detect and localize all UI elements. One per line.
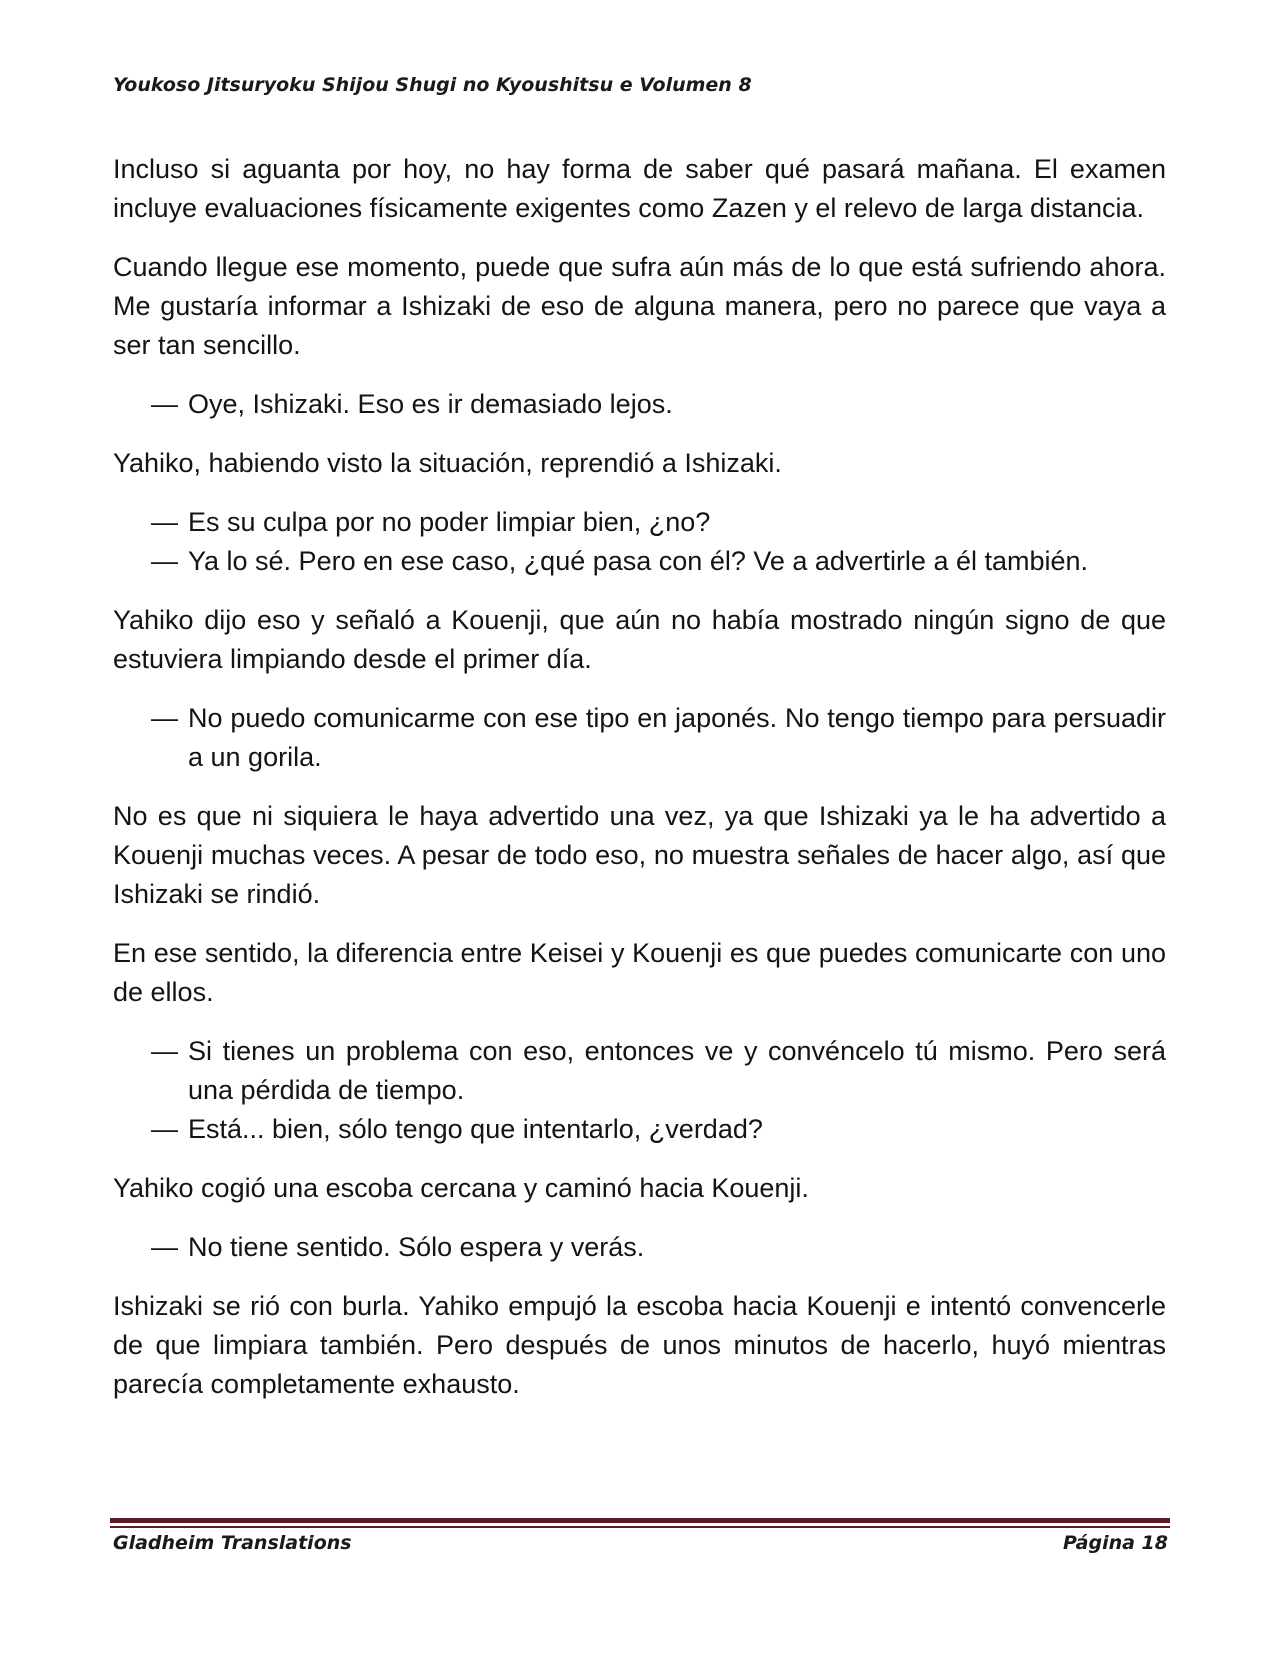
paragraph: Yahiko dijo eso y señaló a Kouenji, que aún no había mostrado ningún signo de que estuviera limpiando desde el primer día.	[113, 605, 1166, 674]
paragraph: Yahiko, habiendo visto la situación, reprendió a Ishizaki.	[113, 448, 782, 478]
paragraph: En ese sentido, la diferencia entre Keisei y Kouenji es que puedes comunicarte con uno de ellos.	[113, 938, 1166, 1007]
footer-page-number: Página 18	[1062, 1532, 1168, 1554]
dialogue-line	[113, 1110, 1166, 1149]
dialogue-line	[113, 1032, 1166, 1110]
dialogue-dash: —	[151, 507, 178, 537]
dialogue-line	[113, 503, 1166, 542]
dialogue-text: Si tienes un problema con eso, entonces ve y convéncelo tú mismo. Pero será una pérdida de tiempo.	[188, 1036, 1166, 1105]
paragraph: Ishizaki se rió con burla. Yahiko empujó la escoba hacia Kouenji e intentó convencerle de que limpiara también. Pero después de unos minutos de hacerlo, huyó mientras parecía completamente exhausto.	[113, 1291, 1166, 1399]
dialogue-line	[113, 385, 1166, 424]
dialogue-text: Ya lo sé. Pero en ese caso, ¿qué pasa con él? Ve a advertirle a él también.	[188, 546, 1089, 576]
paragraph: Cuando llegue ese momento, puede que sufra aún más de lo que está sufriendo ahora. Me gustaría informar a Ishizaki de eso de alguna manera, pero no parece que vaya a ser tan sencillo.	[113, 252, 1166, 360]
dialogue-block	[113, 1032, 1166, 1149]
dialogue-dash: —	[151, 546, 178, 576]
dialogue-line	[113, 699, 1166, 777]
dialogue-block	[113, 1228, 1166, 1267]
dialogue-dash: —	[151, 703, 178, 733]
page-body	[113, 150, 1166, 1424]
paragraph: No es que ni siquiera le haya advertido una vez, ya que Ishizaki ya le ha advertido a Kouenji muchas veces. A pesar de todo eso, no muestra señales de hacer algo, así que Ishizaki se rindió.	[113, 801, 1166, 909]
dialogue-line	[113, 542, 1166, 581]
dialogue-dash: —	[151, 1036, 178, 1066]
dialogue-block	[113, 385, 1166, 424]
dialogue-text: No puedo comunicarme con ese tipo en japonés. No tengo tiempo para persuadir a un gorila.	[188, 703, 1166, 772]
paragraph: Yahiko cogió una escoba cercana y caminó hacia Kouenji.	[113, 1173, 809, 1203]
dialogue-text: Está... bien, sólo tengo que intentarlo, ¿verdad?	[188, 1114, 763, 1144]
paragraph: Incluso si aguanta por hoy, no hay forma de saber qué pasará mañana. El examen incluye evaluaciones físicamente exigentes como Zazen y el relevo de larga distancia.	[113, 154, 1166, 223]
dialogue-text: Es su culpa por no poder limpiar bien, ¿no?	[188, 507, 711, 537]
dialogue-text: No tiene sentido. Sólo espera y verás.	[188, 1232, 645, 1262]
dialogue-line	[113, 1228, 1166, 1267]
footer-translator-credit: Gladheim Translations	[113, 1532, 352, 1554]
dialogue-block	[113, 503, 1166, 581]
dialogue-text: Oye, Ishizaki. Eso es ir demasiado lejos.	[188, 389, 673, 419]
dialogue-dash: —	[151, 1232, 178, 1262]
dialogue-dash: —	[151, 1114, 178, 1144]
running-header-title: Youkoso Jitsuryoku Shijou Shugi no Kyoushitsu e Volumen 8	[113, 74, 752, 96]
dialogue-block	[113, 699, 1166, 777]
footer-divider-thick	[110, 1518, 1170, 1523]
dialogue-dash: —	[151, 389, 178, 419]
footer-divider-thin	[110, 1526, 1170, 1528]
